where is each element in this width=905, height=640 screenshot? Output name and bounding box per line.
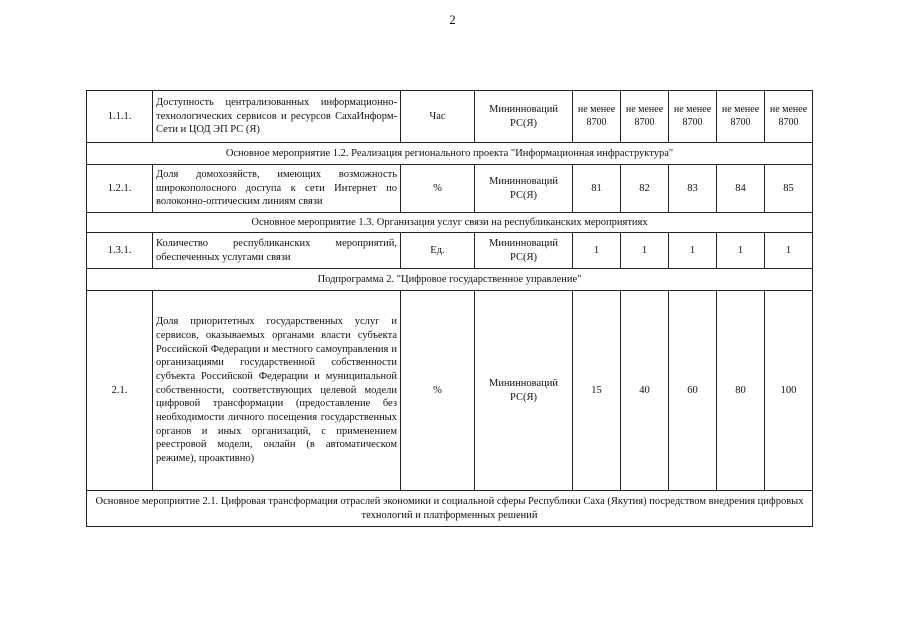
section-row bbox=[87, 269, 813, 291]
value-cell: 1 bbox=[717, 233, 765, 269]
section-heading: Основное мероприятие 1.3. Организация услуг связи на республиканских мероприятиях bbox=[87, 213, 813, 233]
value-cell: 82 bbox=[621, 165, 669, 213]
section-heading: Подпрограмма 2. "Цифровое государственное управление" bbox=[87, 269, 813, 291]
value-cell: 84 bbox=[717, 165, 765, 213]
indicator-description: Доступность централизованных информационно-технологических сервисов и ресурсов СахаИнформ-Сети и ЦОД ЭП РС (Я) bbox=[153, 91, 401, 143]
responsible-cell: Мининноваций РС(Я) bbox=[475, 165, 573, 213]
table-row bbox=[87, 91, 813, 143]
row-number: 1.1.1. bbox=[87, 91, 153, 143]
section-row bbox=[87, 491, 813, 527]
value-cell: 85 bbox=[765, 165, 813, 213]
value-cell: 100 bbox=[765, 291, 813, 491]
row-number: 2.1. bbox=[87, 291, 153, 491]
value-cell: 83 bbox=[669, 165, 717, 213]
value-cell: 15 bbox=[573, 291, 621, 491]
section-row bbox=[87, 143, 813, 165]
unit-cell: % bbox=[401, 165, 475, 213]
indicators-table bbox=[86, 90, 813, 527]
table-row bbox=[87, 291, 813, 491]
section-heading: Основное мероприятие 1.2. Реализация регионального проекта "Информационная инфраструктура" bbox=[87, 143, 813, 165]
value-cell: 80 bbox=[717, 291, 765, 491]
value-cell: не менее 8700 bbox=[717, 91, 765, 143]
value-cell: 1 bbox=[669, 233, 717, 269]
value-cell: не менее 8700 bbox=[765, 91, 813, 143]
section-heading: Основное мероприятие 2.1. Цифровая трансформация отраслей экономики и социальной сферы Республики Саха (Якутия) посредством внедрения цифровых технологий и платформенных решений bbox=[87, 491, 813, 527]
value-cell: не менее 8700 bbox=[669, 91, 717, 143]
unit-cell: % bbox=[401, 291, 475, 491]
table-row bbox=[87, 233, 813, 269]
row-number: 1.2.1. bbox=[87, 165, 153, 213]
unit-cell: Час bbox=[401, 91, 475, 143]
indicator-description: Доля приоритетных государственных услуг и сервисов, оказываемых органами власти субъекта Российской Федерации и местного самоуправления и организациями государственной собственности субъекта Российской Федерации и муниципальной собственности, соответствующих целевой модели цифровой трансформации (предоставление без необходимости личного посещения государственных органов и иных организаций, с применением реестровой модели, онлайн (в автоматическом режиме), проактивно) bbox=[153, 291, 401, 491]
indicator-description: Количество республиканских мероприятий, обеспеченных услугами связи bbox=[153, 233, 401, 269]
responsible-cell: Мининноваций РС(Я) bbox=[475, 233, 573, 269]
page-number: 2 bbox=[449, 12, 456, 27]
table-row bbox=[87, 165, 813, 213]
value-cell: 81 bbox=[573, 165, 621, 213]
unit-cell: Ед. bbox=[401, 233, 475, 269]
value-cell: не менее 8700 bbox=[621, 91, 669, 143]
indicator-description: Доля домохозяйств, имеющих возможность широкополосного доступа к сети Интернет по волоконно-оптическим линиям связи bbox=[153, 165, 401, 213]
value-cell: 1 bbox=[573, 233, 621, 269]
value-cell: 1 bbox=[765, 233, 813, 269]
responsible-cell: Мининноваций РС(Я) bbox=[475, 291, 573, 491]
section-row bbox=[87, 213, 813, 233]
responsible-cell: Мининноваций РС(Я) bbox=[475, 91, 573, 143]
value-cell: 40 bbox=[621, 291, 669, 491]
value-cell: не менее 8700 bbox=[573, 91, 621, 143]
value-cell: 1 bbox=[621, 233, 669, 269]
row-number: 1.3.1. bbox=[87, 233, 153, 269]
value-cell: 60 bbox=[669, 291, 717, 491]
